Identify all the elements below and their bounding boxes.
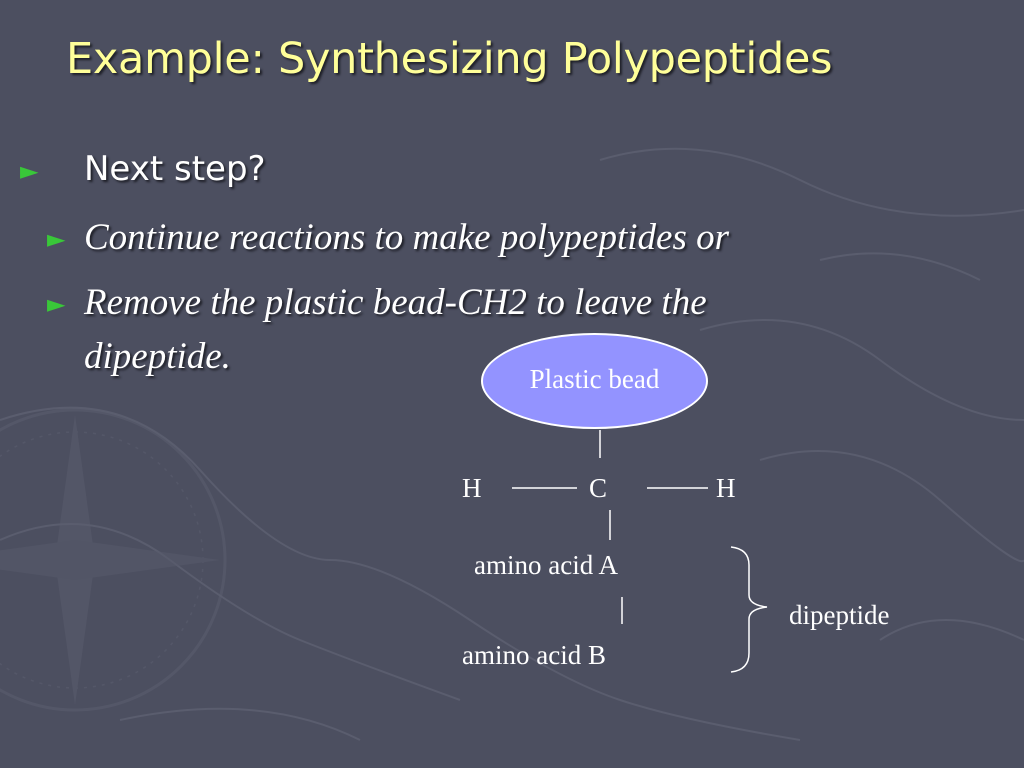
bullet-arrow-icon: ► [47,290,66,318]
bullet-arrow-icon: ► [20,157,39,185]
dipeptide-brace [731,547,767,672]
amino-acid-a-label: amino acid A [474,550,618,580]
bullet-remove-bead-continuation: dipeptide. [84,336,231,377]
slide-title: Example: Synthesizing Polypeptides [66,34,833,84]
dipeptide-label: dipeptide [789,600,890,630]
bullet-next-step: Next step? [84,149,266,189]
bullet-continue-reactions: Continue reactions to make polypeptides or [84,217,729,258]
bullet-arrow-icon: ► [47,225,66,253]
right-hydrogen-atom: H [716,473,736,503]
carbon-atom: C [589,473,608,503]
plastic-bead-node [481,333,708,429]
left-hydrogen-atom: H [462,473,482,503]
amino-acid-b-label: amino acid B [462,640,606,670]
plastic-bead-label: Plastic bead [529,364,660,394]
bullet-remove-bead: Remove the plastic bead-CH2 to leave the [84,282,707,323]
